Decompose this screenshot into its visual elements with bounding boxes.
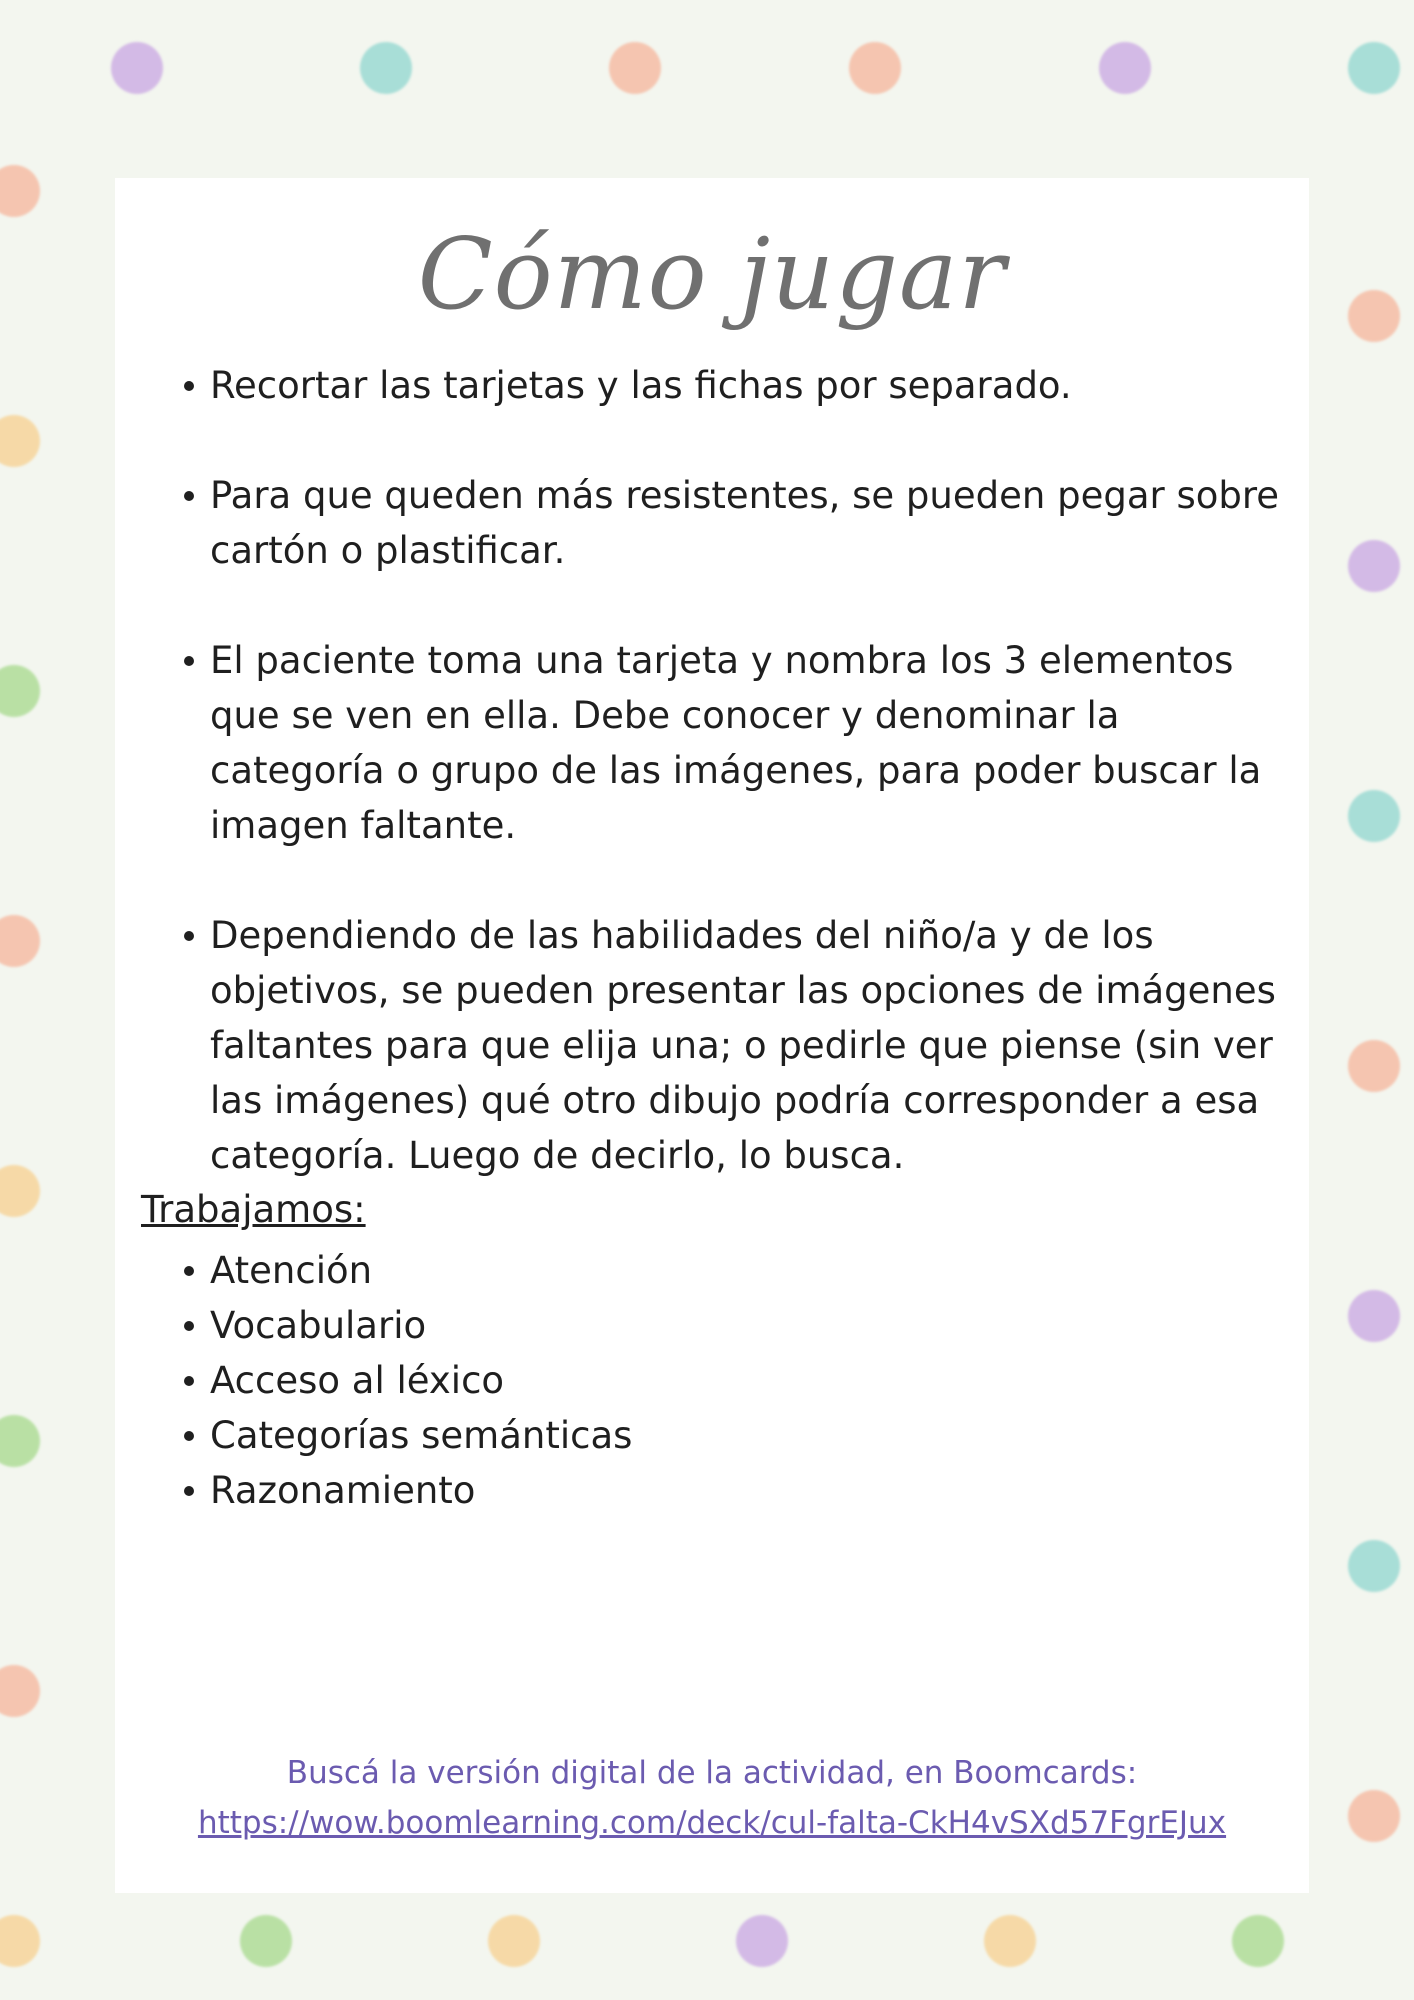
content-card <box>115 178 1309 1893</box>
dot-decoration <box>736 1915 788 1967</box>
dot-decoration <box>240 1915 292 1967</box>
dot-decoration <box>488 1915 540 1967</box>
instructions-list <box>210 358 1290 1238</box>
dot-decoration <box>0 1665 40 1717</box>
dot-decoration <box>1099 42 1151 94</box>
dot-decoration <box>1348 540 1400 592</box>
dot-decoration <box>0 665 40 717</box>
dot-decoration <box>1348 1040 1400 1092</box>
works-list <box>210 1243 632 1518</box>
dot-decoration <box>0 415 40 467</box>
dot-decoration <box>0 1415 40 1467</box>
dot-decoration <box>849 42 901 94</box>
dot-decoration <box>1348 790 1400 842</box>
promo-block <box>115 1748 1309 1848</box>
list-item: Razonamiento <box>210 1463 632 1518</box>
dot-decoration <box>609 42 661 94</box>
page-title: Cómo jugar <box>417 218 1007 332</box>
dot-decoration <box>0 165 40 217</box>
list-item: El paciente toma una tarjeta y nombra los 3 elementos que se ven en ella. Debe conocer y denominar la categoría o grupo de las imágenes, para poder buscar la imagen faltante. <box>210 633 1290 853</box>
promo-text: Buscá la versión digital de la actividad, en Boomcards: <box>286 1755 1138 1791</box>
dot-decoration <box>984 1915 1036 1967</box>
dot-decoration <box>0 915 40 967</box>
dot-decoration <box>1348 1790 1400 1842</box>
dot-decoration <box>1348 1290 1400 1342</box>
list-item: Categorías semánticas <box>210 1408 632 1463</box>
list-item: Para que queden más resistentes, se pueden pegar sobre cartón o plastificar. <box>210 468 1290 578</box>
list-item: Vocabulario <box>210 1298 632 1353</box>
works-heading: Trabajamos: <box>141 1188 366 1231</box>
list-item: Atención <box>210 1243 632 1298</box>
dot-decoration <box>1232 1915 1284 1967</box>
dot-decoration <box>0 1915 40 1967</box>
list-item: Recortar las tarjetas y las fichas por separado. <box>210 358 1290 413</box>
dot-decoration <box>1348 1540 1400 1592</box>
dot-decoration <box>1348 290 1400 342</box>
dot-decoration <box>111 42 163 94</box>
dot-decoration <box>360 42 412 94</box>
dot-decoration <box>1348 42 1400 94</box>
dot-decoration <box>0 1165 40 1217</box>
list-item: Acceso al léxico <box>210 1353 632 1408</box>
list-item: Dependiendo de las habilidades del niño/a y de los objetivos, se pueden presentar las opciones de imágenes faltantes para que elija una; o pedirle que piense (sin ver las imágenes) qué otro dibujo podría corresponder a esa categoría. Luego de decirlo, lo busca. <box>210 908 1290 1183</box>
boomcards-link[interactable]: https://wow.boomlearning.com/deck/cul-falta-CkH4vSXd57FgrEJux <box>197 1805 1227 1841</box>
